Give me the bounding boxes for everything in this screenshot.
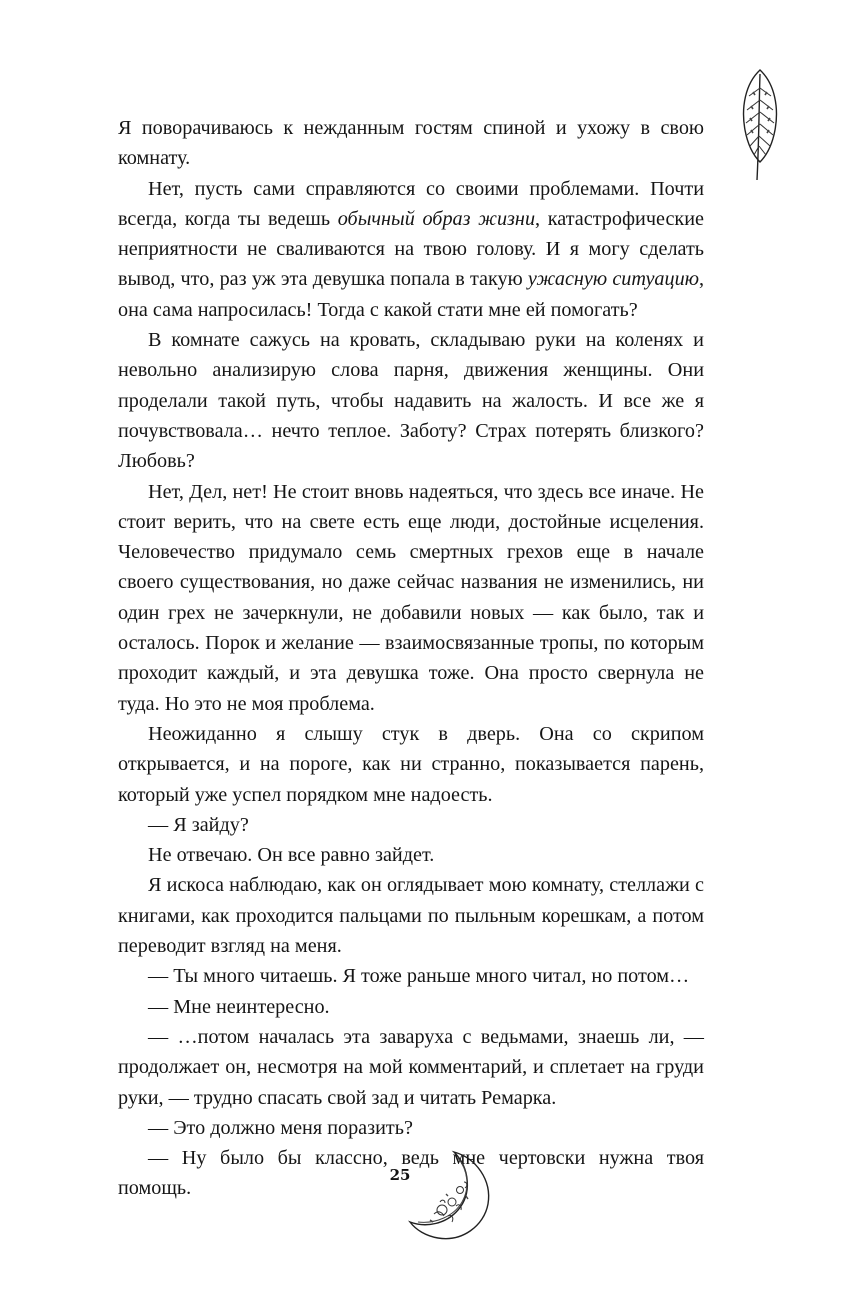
paragraph (118, 113, 704, 174)
text-run: Неожиданно я слышу стук в дверь. Она со скрипом открывается, и на пороге, как ни странно, показывается парень, который уже успел порядком мне надоесть. (118, 722, 704, 806)
text-run: Нет, пусть сами справляются со своими проблемами. Почти всегда, когда ты ведешь (118, 177, 704, 230)
paragraph (118, 174, 704, 325)
text-run: , катастрофические неприятности не сваливаются на твою голову. И я могу сделать вывод, что, раз уж эта девушка попала в такую (118, 207, 704, 291)
page-number: 25 (389, 1166, 411, 1184)
paragraph (118, 719, 704, 810)
crescent-moon-icon (396, 1144, 496, 1244)
text-run: Не отвечаю. Он все равно зайдет. (148, 844, 435, 867)
text-run: — Ну было бы классно, ведь мне чертовски нужна твоя помощь. (118, 1147, 704, 1200)
text-run: — …потом началась эта заваруха с ведьмами, знаешь ли, — продолжает он, несмотря на мой комментарий, и сплетает на груди руки, — трудно спасать свой зад и читать Ремарка. (118, 1025, 704, 1109)
text-run: Я поворачиваюсь к нежданным гостям спиной и ухожу в свою комнату. (118, 117, 704, 170)
text-run: — Ты много читаешь. Я тоже раньше много читал, но потом… (148, 965, 690, 988)
paragraph (118, 840, 704, 870)
text-run: — Я зайду? (148, 813, 249, 836)
paragraph (118, 1022, 704, 1113)
paragraph (118, 325, 704, 476)
emphasis-text: ужасную ситуацию (527, 268, 699, 291)
paragraph (118, 870, 704, 961)
paragraph (118, 1113, 704, 1143)
paragraph (118, 961, 704, 991)
paragraph (118, 992, 704, 1022)
text-run: , она сама напросилась! Тогда с какой стати мне ей помогать? (118, 268, 704, 321)
text-run: — Это должно меня поразить? (148, 1116, 413, 1139)
paragraph (118, 810, 704, 840)
text-run: — Мне неинтересно. (148, 995, 330, 1018)
body-text (118, 113, 704, 1204)
text-run: В комнате сажусь на кровать, складываю руки на коленях и невольно анализирую слова парня, движения женщины. Они проделали такой путь, чтобы надавить на жалость. И все же я почувствовала… нечто теплое. Заботу? Страх потерять близкого? Любовь? (118, 329, 704, 473)
feather-icon (735, 66, 785, 184)
emphasis-text: обычный образ жизни (337, 207, 536, 230)
text-run: Нет, Дел, нет! Не стоит вновь надеяться, что здесь все иначе. Не стоит верить, что на свете есть еще люди, достойные исцеления. Человечество придумало семь смертных грехов еще в начале своего существования, но даже сейчас названия не изменились, ни один грех не зачеркнули, не добавили новых — как было, так и осталось. Порок и желание — взаимосвязанные тропы, по которым проходит каждый, и эта девушка тоже. Она просто свернула не туда. Но это не моя проблема. (118, 480, 704, 715)
page-footer (378, 1144, 498, 1244)
paragraph (118, 477, 704, 719)
text-run: Я искоса наблюдаю, как он оглядывает мою комнату, стеллажи с книгами, как проходится пальцами по пыльным корешкам, а потом переводит взгляд на меня. (118, 874, 704, 958)
